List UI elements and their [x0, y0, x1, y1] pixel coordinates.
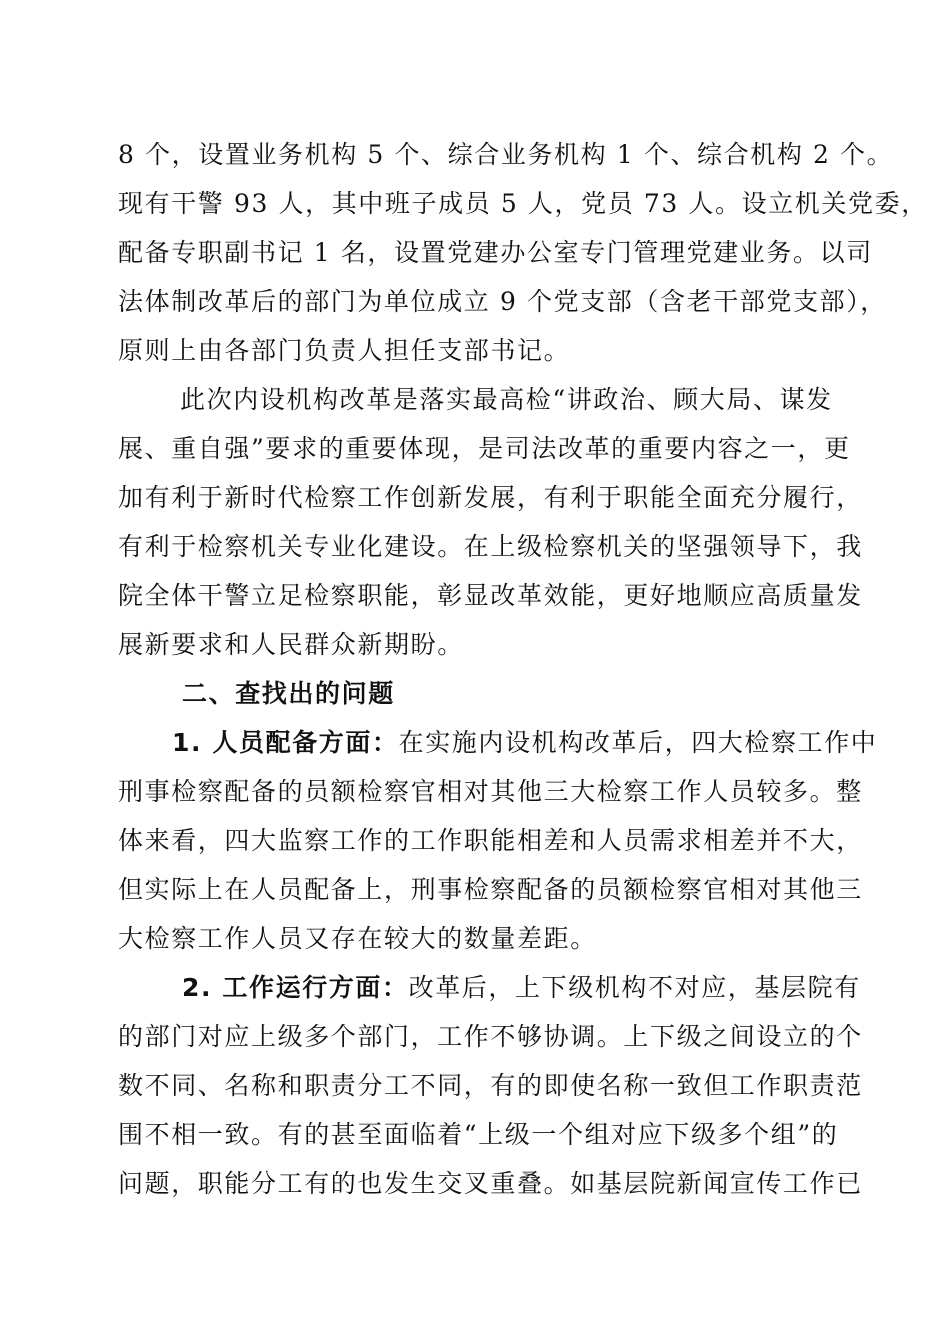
- paragraph-line: 加有利于新时代检察工作创新发展，有利于职能全面充分履行，: [118, 483, 863, 512]
- section-heading: 二、查找出的问题: [182, 679, 395, 708]
- paragraph-line: 此次内设机构改革是落实最高检“讲政治、顾大局、谋发: [180, 385, 833, 414]
- paragraph-line: 8 个，设置业务机构 5 个、综合业务机构 1 个、综合机构 2 个。: [118, 140, 894, 169]
- item-1-text: 在实施内设机构改革后，四大检察工作中: [398, 728, 878, 757]
- paragraph-line: 现有干警 93 人，其中班子成员 5 人，党员 73 人。设立机关党委，: [118, 189, 928, 218]
- item-2-first-line: [182, 973, 861, 1003]
- paragraph-line: 问题，职能分工有的也发生交叉重叠。如基层院新闻宣传工作已: [118, 1169, 863, 1198]
- paragraph-line: 展、重自强”要求的重要体现，是司法改革的重要内容之一，更: [118, 434, 851, 463]
- paragraph-line: 大检察工作人员又存在较大的数量差距。: [118, 924, 597, 953]
- paragraph-line: 有利于检察机关专业化建设。在上级检察机关的坚强领导下，我: [118, 532, 863, 561]
- paragraph-line: 的部门对应上级多个部门，工作不够协调。上下级之间设立的个: [118, 1022, 863, 1051]
- paragraph-line: 配备专职副书记 1 名，设置党建办公室专门管理党建业务。以司: [118, 238, 873, 267]
- item-2-label: 2. 工作运行方面：: [182, 973, 409, 1002]
- paragraph-line: 原则上由各部门负责人担任支部书记。: [118, 336, 571, 365]
- item-1-label: 1. 人员配备方面：: [172, 728, 399, 757]
- paragraph-line: 但实际上在人员配备上，刑事检察配备的员额检察官相对其他三: [118, 875, 863, 904]
- paragraph-line: 法体制改革后的部门为单位成立 9 个党支部（含老干部党支部），: [118, 287, 887, 316]
- paragraph-line: 围不相一致。有的甚至面临着“上级一个组对应下级多个组”的: [118, 1120, 839, 1149]
- item-2-text: 改革后，上下级机构不对应，基层院有: [408, 973, 861, 1002]
- paragraph-line: 院全体干警立足检察职能，彰显改革效能，更好地顺应高质量发: [118, 581, 863, 610]
- paragraph-line: 刑事检察配备的员额检察官相对其他三大检察工作人员较多。整: [118, 777, 863, 806]
- paragraph-line: 展新要求和人民群众新期盼。: [118, 630, 464, 659]
- item-1-first-line: [172, 728, 878, 758]
- paragraph-line: 数不同、名称和职责分工不同，有的即使名称一致但工作职责范: [118, 1071, 863, 1100]
- paragraph-line: 体来看，四大监察工作的工作职能相差和人员需求相差并不大，: [118, 826, 863, 855]
